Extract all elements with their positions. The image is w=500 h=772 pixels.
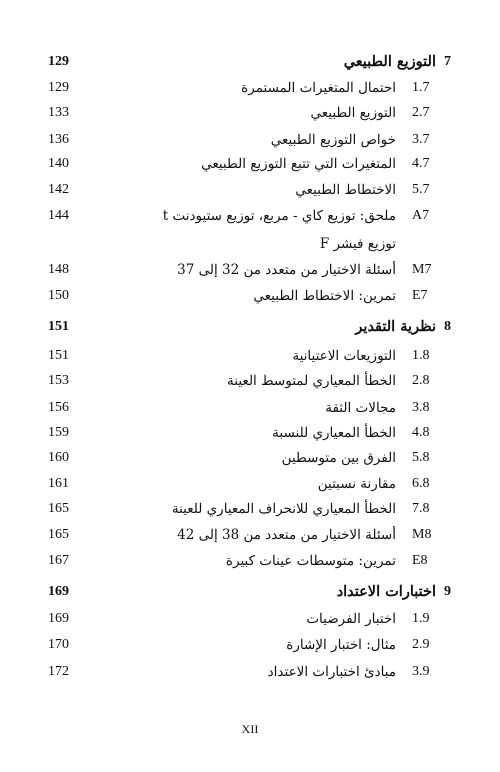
toc-entry-title: الخطأ المعياري للانحراف المعياري للعينة [171,501,396,517]
toc-entry-title: الخطأ المعياري للنسبة [272,425,396,441]
toc-entry-title: تمرين: متوسطات عينات كبيرة [225,553,396,569]
toc-section-row [0,421,500,445]
toc-section-row [0,232,500,256]
toc-page-number: 165 [48,501,69,516]
toc-section-number: E7 [412,288,428,303]
toc-entry-title: المتغيرات التي تتبع التوزيع الطبيعي [201,156,396,172]
toc-section-row [0,396,500,420]
toc-entry-title: الخطأ المعياري لمتوسط العينة [227,373,396,389]
toc-page-number: 151 [48,319,69,334]
toc-section-row [0,284,500,308]
toc-section-number: 3.9 [412,664,430,679]
toc-section-number: 4.8 [412,425,430,440]
toc-page-number: 169 [48,611,69,626]
toc-section-number: 2.8 [412,373,430,388]
toc-section-number: A7 [412,208,430,223]
toc-section-number: 2.7 [412,105,430,120]
toc-entry-title: مقارنة نسبتين [317,476,396,492]
toc-section-row [0,607,500,631]
toc-entry-title: أسئلة الاختيار من متعدد من 32 إلى 37 [177,262,396,278]
toc-entry-title: التوزيع الطبيعي [310,105,396,121]
toc-section-number: 8 [444,319,451,334]
toc-section-row [0,101,500,125]
toc-page-number: 153 [48,373,69,388]
toc-entry-title: توزيع فيشر F [319,236,396,252]
toc-section-number: 3.7 [412,132,430,147]
toc-page-number: 133 [48,105,69,120]
toc-page-number: 159 [48,425,69,440]
toc-page-number: 167 [48,553,69,568]
toc-page-number: 129 [48,80,69,95]
toc-entry-title: احتمال المتغيرات المستمرة [241,80,396,96]
toc-section-number: M8 [412,527,432,542]
toc-entry-title: خواص التوزيع الطبيعي [270,132,396,148]
toc-page-number: 142 [48,182,69,197]
toc-section-number: 1.8 [412,348,430,363]
toc-entry-title: ملحق: توزيع كاي - مربع، توزيع ستيودنت t [162,208,396,224]
toc-section-number: 7.8 [412,501,430,516]
toc-section-number: E8 [412,553,428,568]
toc-entry-title: التوزيع الطبيعي [343,53,436,70]
toc-section-row [0,446,500,470]
toc-section-row [0,344,500,368]
toc-entry-title: نظرية التقدير [355,318,436,335]
toc-chapter-row [0,315,500,339]
toc-entry-title: التوزيعات الاعتيانية [292,348,396,364]
toc-entry-title: أسئلة الاختيار من متعدد من 38 إلى 42 [177,527,396,543]
toc-section-row [0,76,500,100]
toc-page-number: 140 [48,156,69,171]
toc-section-number: 2.9 [412,637,430,652]
toc-section-number: 7 [444,54,451,69]
toc-section-number: 1.9 [412,611,430,626]
toc-chapter-row [0,580,500,604]
toc-section-row [0,152,500,176]
toc-entry-title: مبادئ اختبارات الاعتداد [267,664,396,680]
toc-section-row [0,178,500,202]
toc-section-row [0,633,500,657]
toc-page-number: 169 [48,584,69,599]
toc-section-row [0,128,500,152]
toc-entry-title: تمرين: الاختطاط الطبيعي [253,288,396,304]
toc-entry-title: مثال: اختبار الإشارة [286,637,396,653]
toc-section-row [0,369,500,393]
toc-page-number: 148 [48,262,69,277]
toc-page-number: 165 [48,527,69,542]
toc-page-number: 156 [48,400,69,415]
toc-chapter-row [0,50,500,74]
toc-section-number: M7 [412,262,432,277]
toc-entry-title: مجالات الثقة [325,400,396,416]
toc-section-row [0,258,500,282]
toc-entry-title: اختبار الفرضيات [306,611,396,627]
page-number-footer: XII [241,722,259,736]
toc-page-number: 151 [48,348,69,363]
toc-entry-title: اختبارات الاعتداد [336,583,436,600]
toc-page-number: 170 [48,637,69,652]
toc-section-number: 9 [444,584,451,599]
toc-section-row [0,497,500,521]
toc-section-row [0,549,500,573]
toc-section-number: 5.7 [412,182,430,197]
toc-entry-title: الاختطاط الطبيعي [295,182,396,198]
toc-section-number: 6.8 [412,476,430,491]
toc-section-row [0,204,500,228]
toc-section-number: 1.7 [412,80,430,95]
toc-page-number: 172 [48,664,69,679]
toc-entry-title: الفرق بين متوسطين [281,450,396,466]
toc-section-number: 5.8 [412,450,430,465]
toc-page-number: 161 [48,476,69,491]
toc-section-row [0,660,500,684]
toc-section-row [0,523,500,547]
toc-page-number: 144 [48,208,69,223]
toc-page-number: 136 [48,132,69,147]
toc-page-number: 129 [48,54,69,69]
toc-section-row [0,472,500,496]
toc-page-number: 150 [48,288,69,303]
toc-page-number: 160 [48,450,69,465]
toc-section-number: 3.8 [412,400,430,415]
toc-section-number: 4.7 [412,156,430,171]
